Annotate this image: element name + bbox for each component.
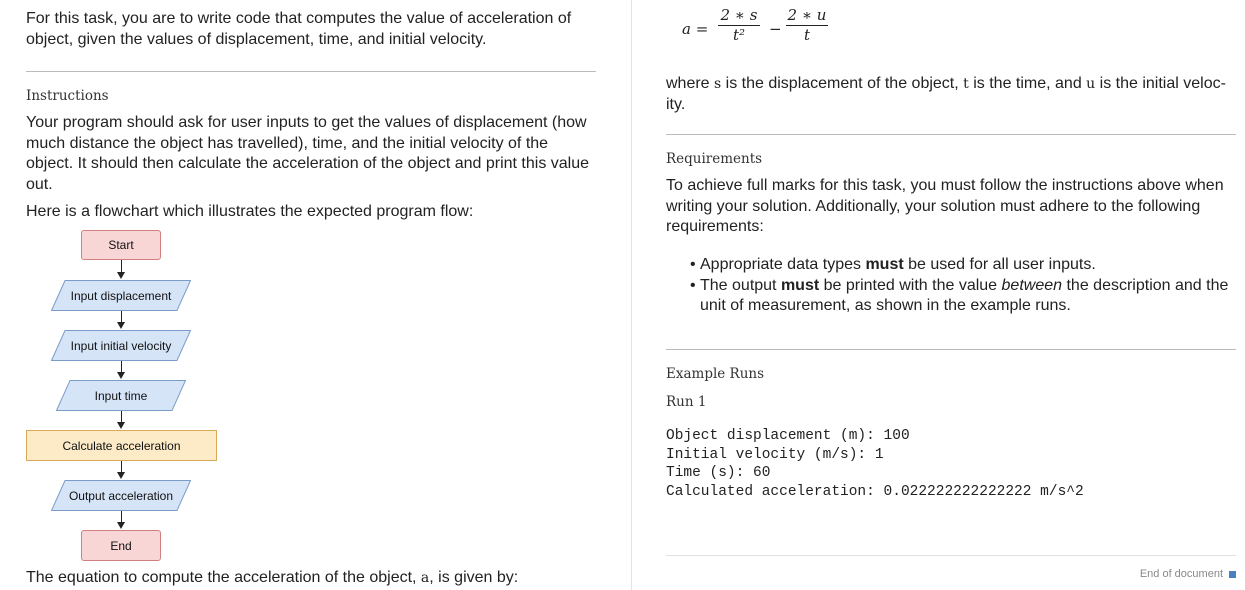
flowchart-intro: Here is a flowchart which illustrates the expected program flow: <box>26 203 474 220</box>
equation-intro <box>26 568 596 589</box>
where-text: is the displacement of the object, <box>721 75 964 92</box>
fraction-numerator: 2 ∗ s <box>720 6 758 24</box>
run-label: Run 1 <box>666 394 707 410</box>
equation-lhs: a = <box>682 20 709 38</box>
flowchart-input-time <box>56 380 186 411</box>
where-var-s: s <box>714 76 722 92</box>
requirement-text: The output <box>700 276 781 294</box>
where-text: is the time, and <box>968 75 1087 92</box>
flowchart-input-velocity <box>51 330 191 361</box>
where-text: is the initial veloc- <box>1095 75 1226 92</box>
flow-arrow <box>121 461 122 472</box>
run-line: Initial velocity (m/s): 1 <box>666 446 884 463</box>
end-of-document-label: End of document <box>1139 568 1223 580</box>
left-column <box>26 0 598 590</box>
flow-arrow <box>121 411 122 422</box>
fraction-denominator: t² <box>732 26 746 44</box>
requirements-paragraph: To achieve full marks for this task, you must follow the instructions above when writing your solution. Additionally, your solution must adhere to the following requirements: <box>666 177 1224 235</box>
acceleration-equation <box>666 0 866 60</box>
flowchart-label: Input time <box>94 388 148 403</box>
equation-minus: − <box>769 20 782 38</box>
requirement-item <box>690 276 1236 317</box>
equation-intro-text: , is given by: <box>429 569 519 586</box>
requirement-italic: between <box>1001 276 1063 294</box>
intro-paragraph: For this task, you are to write code that computes the value of acceleration of object, given the values of displacement, time, and initial velocity. <box>26 10 572 48</box>
requirement-bold: must <box>865 256 904 273</box>
example-run-output <box>666 427 1084 501</box>
fraction-two <box>784 6 830 45</box>
flow-arrow <box>121 511 122 522</box>
requirements-list <box>690 255 1236 317</box>
requirement-text: Appropriate data types <box>700 256 866 273</box>
flowchart-label: Input displacement <box>70 288 172 303</box>
footer-divider <box>666 555 1236 556</box>
flowchart-end: End <box>81 530 161 561</box>
section-divider <box>666 349 1236 350</box>
flowchart-label: Output acceleration <box>68 488 174 503</box>
run-line: Time (s): 60 <box>666 465 771 481</box>
flowchart-label: Input initial velocity <box>70 338 172 353</box>
equation-variable: a <box>420 570 430 586</box>
flow-arrow <box>121 260 122 272</box>
requirement-text: be printed with the value <box>819 276 1002 294</box>
requirement-text: the description and the unit of measurement, as shown in the example runs. <box>700 276 1229 314</box>
fraction-denominator: t <box>803 26 811 44</box>
section-divider <box>26 71 596 72</box>
example-runs-heading: Example Runs <box>666 366 765 382</box>
flow-arrowhead <box>117 322 125 329</box>
bullet-glyph: • <box>690 256 696 273</box>
requirement-text: be used for all user inputs. <box>903 256 1096 273</box>
where-var-t: t <box>963 76 969 92</box>
flow-arrowhead <box>117 272 125 279</box>
flowchart-output <box>51 480 191 511</box>
flowchart-calculate: Calculate acceleration <box>26 430 217 461</box>
flow-arrowhead <box>117 422 125 429</box>
instructions-heading: Instructions <box>26 88 109 104</box>
fraction-one <box>716 6 762 45</box>
requirements-heading: Requirements <box>666 151 763 167</box>
flow-arrow <box>121 361 122 372</box>
equation-intro-text: The equation to compute the acceleration of the object, <box>26 569 421 586</box>
right-column <box>666 0 1236 590</box>
run-line: Calculated acceleration: 0.022222222222222 m/s^2 <box>666 483 1084 500</box>
end-of-document <box>1140 568 1236 580</box>
flow-arrowhead <box>117 522 125 529</box>
requirement-item <box>690 255 1236 276</box>
flow-arrowhead <box>117 472 125 479</box>
flow-arrowhead <box>117 372 125 379</box>
instructions-paragraph: Your program should ask for user inputs to get the values of displacement (how much distance the object has travelled), time, and the initial velocity of the object. It should then calculate the acceleration of the object and print this value out. <box>26 114 590 193</box>
column-divider <box>631 0 632 590</box>
flow-arrow <box>121 311 122 322</box>
flowchart-start: Start <box>81 230 161 260</box>
requirement-bold: must <box>780 276 820 294</box>
flowchart-input-displacement <box>51 280 191 311</box>
bullet-glyph: • <box>690 276 696 294</box>
where-var-u: u <box>1086 76 1096 92</box>
end-marker-icon <box>1229 571 1236 578</box>
section-divider <box>666 134 1236 135</box>
fraction-numerator: 2 ∗ u <box>787 6 827 24</box>
run-line: Object displacement (m): 100 <box>666 428 910 444</box>
where-text: ity. <box>666 95 686 113</box>
where-paragraph <box>666 74 1236 115</box>
where-text: where <box>666 75 715 92</box>
